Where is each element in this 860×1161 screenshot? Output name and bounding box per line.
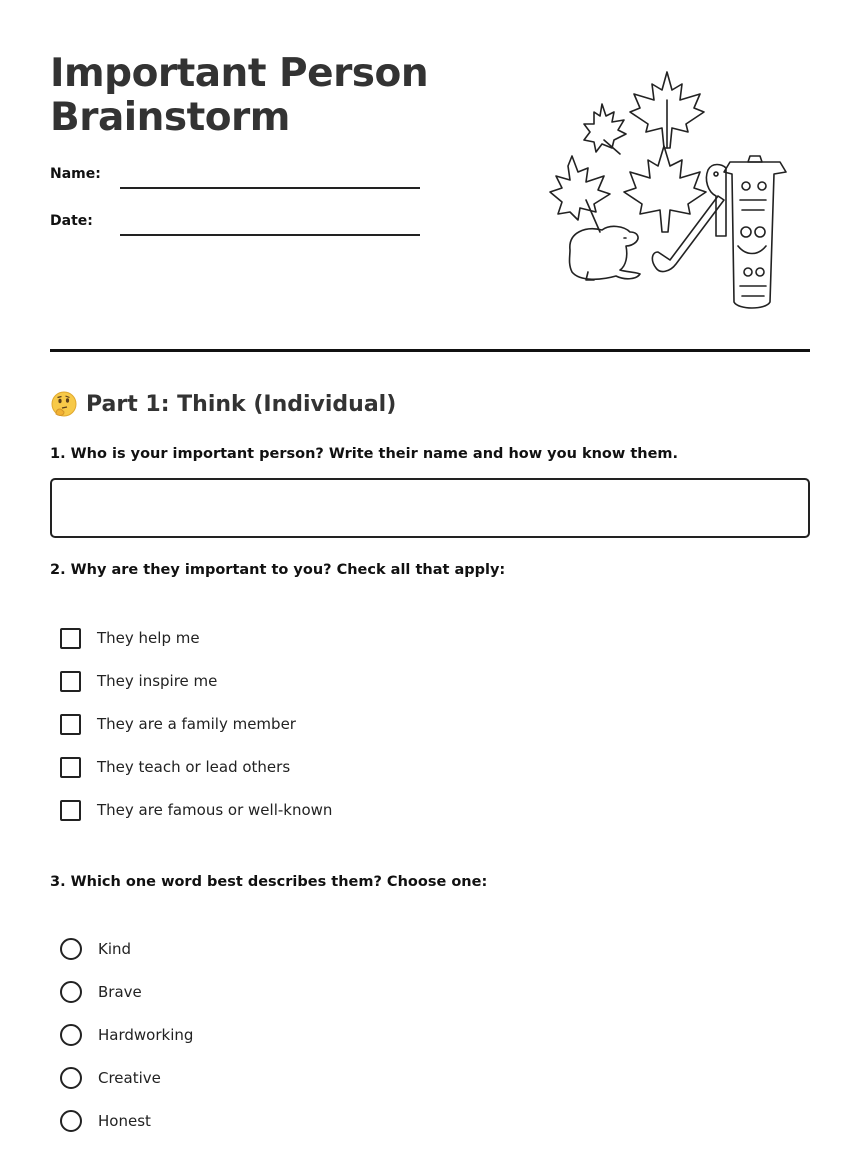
- checkbox-label: They are a family member: [97, 715, 296, 733]
- title-line-2: Brainstorm: [50, 95, 290, 140]
- maple-leaf-icon: [630, 72, 704, 148]
- worksheet-title: [50, 52, 428, 140]
- checkbox-label: They are famous or well-known: [97, 801, 333, 819]
- maple-leaf-icon: [584, 104, 626, 154]
- name-field[interactable]: [120, 187, 420, 189]
- checkbox-option[interactable]: [60, 669, 217, 693]
- checkbox-option[interactable]: [60, 626, 200, 650]
- checkbox[interactable]: [60, 671, 81, 692]
- radio-button[interactable]: [60, 1110, 82, 1132]
- checkbox[interactable]: [60, 628, 81, 649]
- question-3: 3. Which one word best describes them? Choose one:: [50, 874, 488, 890]
- radio-button[interactable]: [60, 1067, 82, 1089]
- radio-option[interactable]: [60, 1109, 151, 1133]
- question-2: 2. Why are they important to you? Check all that apply:: [50, 562, 506, 578]
- radio-label: Brave: [98, 983, 142, 1001]
- checkbox-option[interactable]: [60, 712, 296, 736]
- checkbox-label: They teach or lead others: [97, 758, 291, 776]
- checkbox-option[interactable]: [60, 755, 290, 779]
- radio-button[interactable]: [60, 938, 82, 960]
- checkbox[interactable]: [60, 800, 81, 821]
- canada-clipart-image: [540, 60, 800, 320]
- name-label: Name:: [50, 166, 101, 182]
- radio-label: Kind: [98, 940, 132, 958]
- section-divider: [50, 349, 810, 352]
- date-label: Date:: [50, 213, 93, 229]
- part-1-title: Part 1: Think (Individual): [86, 391, 397, 417]
- radio-option[interactable]: [60, 980, 142, 1004]
- radio-option[interactable]: [60, 1066, 161, 1090]
- radio-label: Creative: [98, 1069, 161, 1087]
- radio-option[interactable]: [60, 1023, 193, 1047]
- beaver-icon: [570, 226, 641, 280]
- radio-button[interactable]: [60, 981, 82, 1003]
- important-person-answer-box[interactable]: [50, 478, 810, 538]
- checkbox-label: They help me: [97, 629, 200, 647]
- radio-button[interactable]: [60, 1024, 82, 1046]
- checkbox[interactable]: [60, 714, 81, 735]
- radio-option[interactable]: [60, 937, 131, 961]
- title-line-1: Important Person: [50, 51, 429, 96]
- checkbox-option[interactable]: [60, 798, 332, 822]
- radio-label: Honest: [98, 1112, 151, 1130]
- checkbox[interactable]: [60, 757, 81, 778]
- thinking-face-icon: [50, 390, 78, 418]
- part-1-heading: [50, 390, 396, 418]
- maple-leaf-icon: [550, 156, 610, 232]
- totem-pole-icon: [706, 156, 786, 308]
- radio-label: Hardworking: [98, 1026, 194, 1044]
- maple-leaf-icon: [624, 146, 706, 232]
- date-field[interactable]: [120, 234, 420, 236]
- question-1: 1. Who is your important person? Write their name and how you know them.: [50, 446, 679, 462]
- checkbox-label: They inspire me: [97, 672, 218, 690]
